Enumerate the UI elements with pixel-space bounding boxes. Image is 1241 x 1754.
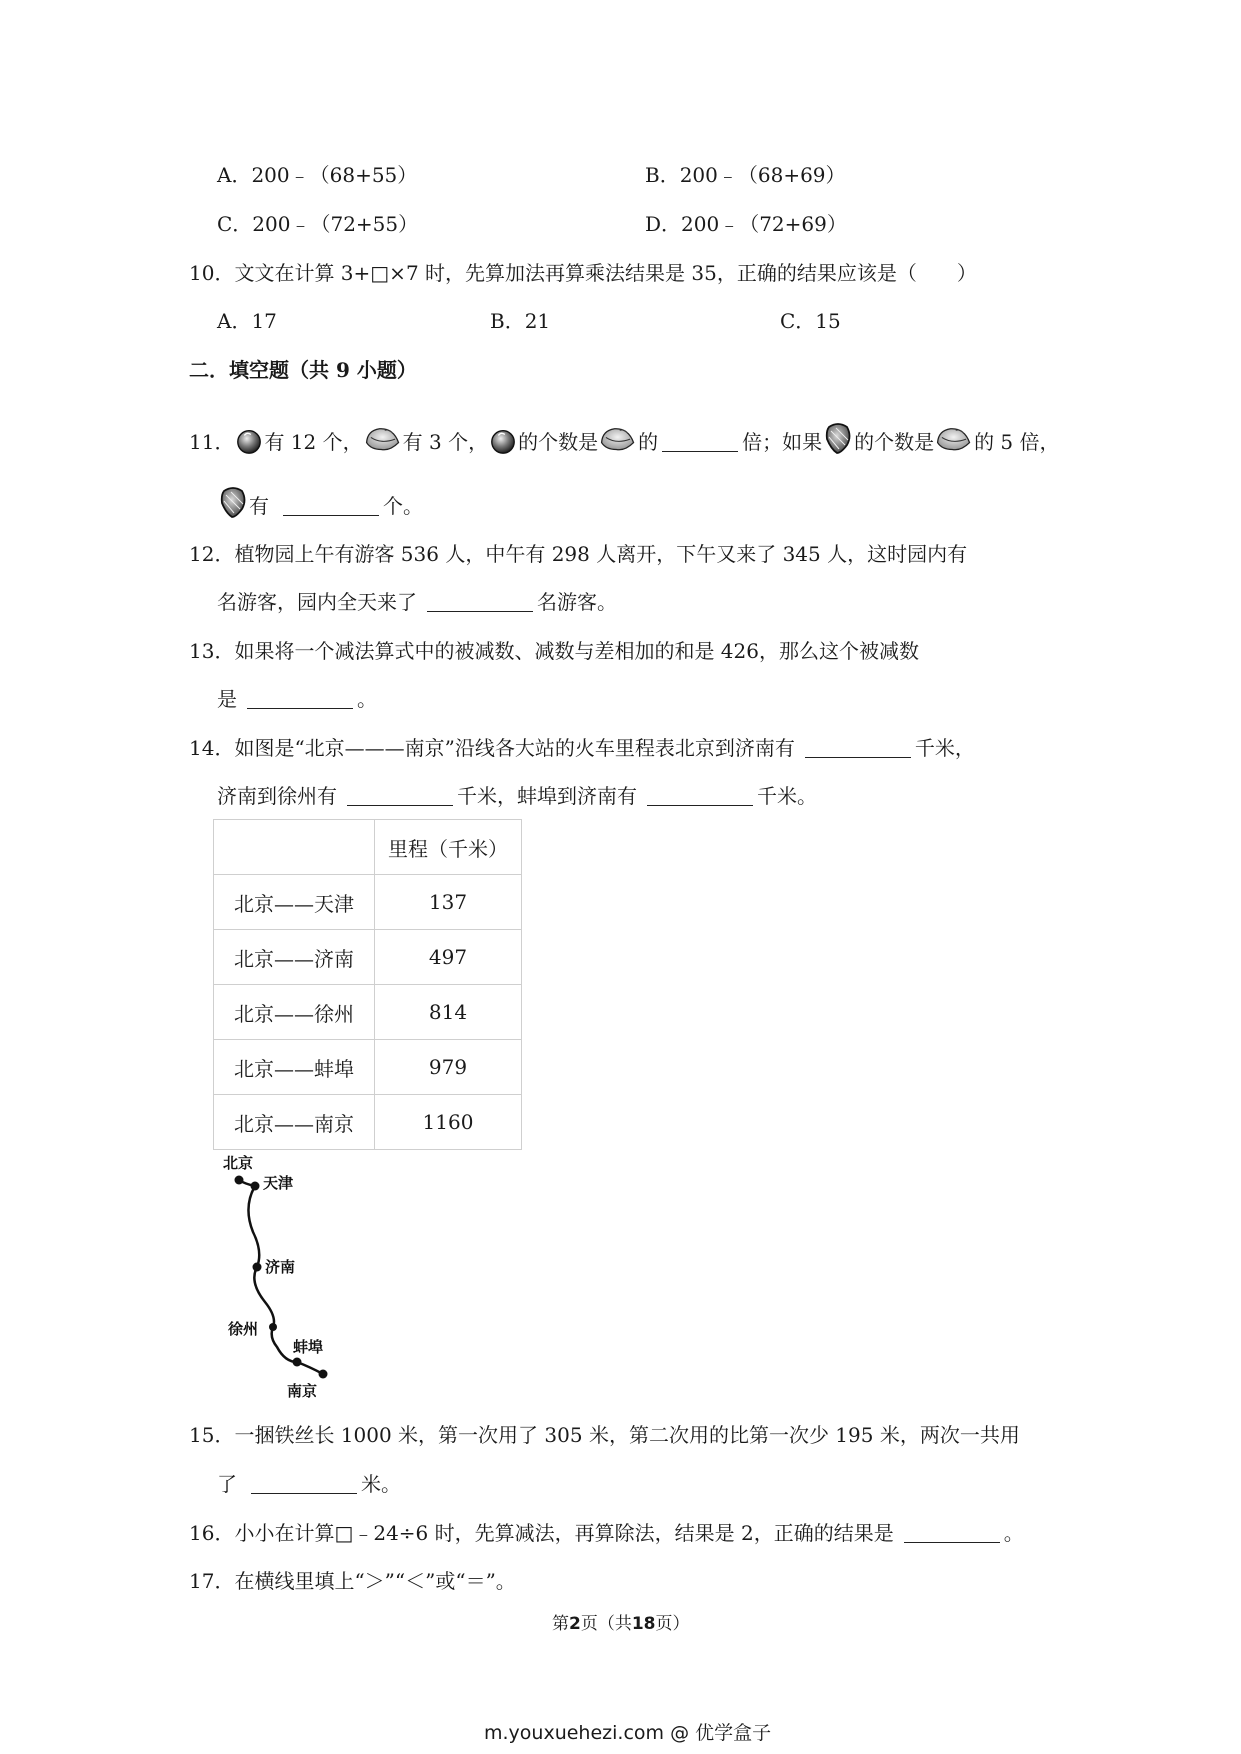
q15-text: 米。 — [361, 1472, 401, 1496]
answer-blank[interactable] — [662, 431, 738, 452]
answer-blank[interactable] — [427, 591, 533, 612]
route-cell: 北京——南京 — [214, 1095, 375, 1150]
melon-icon — [364, 425, 402, 462]
answer-blank[interactable] — [805, 737, 911, 758]
answer-blank[interactable] — [251, 1473, 357, 1494]
page-footer — [552, 1609, 690, 1634]
km-cell: 1160 — [375, 1095, 522, 1150]
q11-text: 的 — [638, 430, 659, 454]
answer-blank[interactable] — [347, 785, 453, 806]
station-dot-nanjing — [319, 1370, 328, 1379]
railway-map — [215, 1152, 375, 1402]
answer-blank[interactable] — [647, 785, 753, 806]
map-label-beijing: 北京 — [223, 1154, 254, 1172]
answer-blank[interactable] — [904, 1522, 1000, 1543]
map-label-bengbu: 蚌埠 — [293, 1338, 324, 1356]
q11-text: 有 12 个， — [264, 430, 363, 454]
q16-text: 16．小小在计算□﹣24÷6 时，先算减法，再算除法，结果是 2，正确的结果是 — [189, 1521, 894, 1545]
q13-line2 — [217, 685, 377, 713]
q16-text: 。 — [1003, 1521, 1024, 1545]
route-cell: 北京——天津 — [214, 875, 375, 930]
q9-option-c: C．200﹣（72+55） — [217, 212, 419, 236]
q14-text: 千米。 — [757, 784, 817, 808]
q14-text: 千米， — [914, 736, 975, 760]
q13-text: 是 — [217, 687, 237, 711]
q11-text: 的个数是 — [854, 430, 935, 454]
station-dot-jinan — [253, 1263, 262, 1272]
total-pages: 18 — [631, 1614, 656, 1634]
q9-option-a: A．200﹣（68+55） — [217, 163, 418, 187]
watermark: m.youxuehezi.com @ 优学盒子 — [484, 1722, 772, 1744]
q16-line1 — [189, 1519, 1024, 1547]
page-number: 2 — [569, 1614, 581, 1634]
route-cell: 北京——徐州 — [214, 985, 375, 1040]
q10-text: 10．文文在计算 3+□×7 时，先算加法再算乘法结果是 35，正确的结果应该是（ ） — [189, 261, 977, 285]
table-header-row — [214, 820, 522, 875]
q11-text: 的 5 倍， — [974, 430, 1060, 454]
section-title: 二．填空题（共 9 小题） — [189, 358, 417, 382]
q13-line1: 13．如果将一个减法算式中的被减数、减数与差相加的和是 426，那么这个被减数 — [189, 639, 919, 663]
q11-text: 的个数是 — [518, 430, 599, 454]
map-label-tianjin: 天津 — [263, 1174, 294, 1192]
table-row — [214, 930, 522, 985]
q14-line1 — [189, 734, 975, 762]
route-cell: 北京——蚌埠 — [214, 1040, 375, 1095]
mileage-table — [213, 819, 522, 1150]
q14-text: 千米，蚌埠到济南有 — [457, 784, 637, 808]
answer-blank[interactable] — [247, 688, 353, 709]
strawberry-icon — [218, 485, 248, 526]
q10-option-c: C．15 — [780, 309, 841, 333]
station-dot-bengbu — [293, 1358, 302, 1367]
table-header-cell — [214, 820, 375, 875]
q9-option-b: B．200﹣（68+69） — [645, 163, 846, 187]
q10-option-a: A．17 — [217, 309, 277, 333]
q15-text: 了 — [217, 1472, 237, 1496]
q12-text: 名游客，园内全天来了 — [217, 590, 417, 614]
station-dot-xuzhou — [269, 1323, 277, 1331]
km-cell: 979 — [375, 1040, 522, 1095]
peach-icon — [489, 427, 517, 462]
q11-text: 有 3 个， — [402, 430, 489, 454]
table-row — [214, 1040, 522, 1095]
footer-text: 页） — [655, 1614, 690, 1634]
answer-blank[interactable] — [283, 495, 379, 516]
q14-text: 济南到徐州有 — [217, 784, 337, 808]
map-label-xuzhou: 徐州 — [228, 1320, 259, 1338]
q15-line2 — [217, 1470, 401, 1498]
table-header-cell: 里程（千米） — [375, 820, 522, 875]
map-label-nanjing: 南京 — [287, 1382, 318, 1400]
q14-text: 14．如图是“北京———南京”沿线各大站的火车里程表北京到济南有 — [189, 736, 795, 760]
km-cell: 137 — [375, 875, 522, 930]
table-row — [214, 1095, 522, 1150]
melon-icon — [599, 425, 637, 462]
q11-line1 — [189, 421, 1060, 462]
peach-icon — [235, 427, 263, 462]
table-row — [214, 875, 522, 930]
map-label-jinan: 济南 — [265, 1258, 296, 1276]
km-cell: 814 — [375, 985, 522, 1040]
q11-line2 — [217, 485, 423, 526]
footer-text: 页（共 — [580, 1614, 632, 1634]
station-dot-beijing — [235, 1176, 244, 1185]
route-cell: 北京——济南 — [214, 930, 375, 985]
station-dot-tianjin — [251, 1182, 260, 1191]
q10-option-b: B．21 — [490, 309, 551, 333]
q9-option-d: D．200﹣（72+69） — [645, 212, 847, 236]
q12-line1: 12．植物园上午有游客 536 人，中午有 298 人离开，下午又来了 345 人，这时园内有 — [189, 542, 968, 566]
strawberry-icon — [823, 421, 853, 462]
km-cell: 497 — [375, 930, 522, 985]
footer-text: 第 — [552, 1614, 569, 1634]
q13-text: 。 — [357, 687, 377, 711]
q11-text: 倍；如果 — [742, 430, 823, 454]
q11-text: 个。 — [383, 494, 423, 518]
q11-text: 有 — [249, 494, 269, 518]
table-row — [214, 985, 522, 1040]
q11-number: 11． — [189, 430, 235, 454]
q14-line2 — [217, 782, 817, 810]
q15-line1: 15．一捆铁丝长 1000 米，第一次用了 305 米，第二次用的比第一次少 195 米，两次一共用 — [189, 1423, 1020, 1447]
q17-line1: 17．在横线里填上“＞”“＜”或“＝”。 — [189, 1569, 516, 1593]
melon-icon — [935, 425, 973, 462]
q12-line2 — [217, 588, 617, 616]
q12-text: 名游客。 — [537, 590, 617, 614]
